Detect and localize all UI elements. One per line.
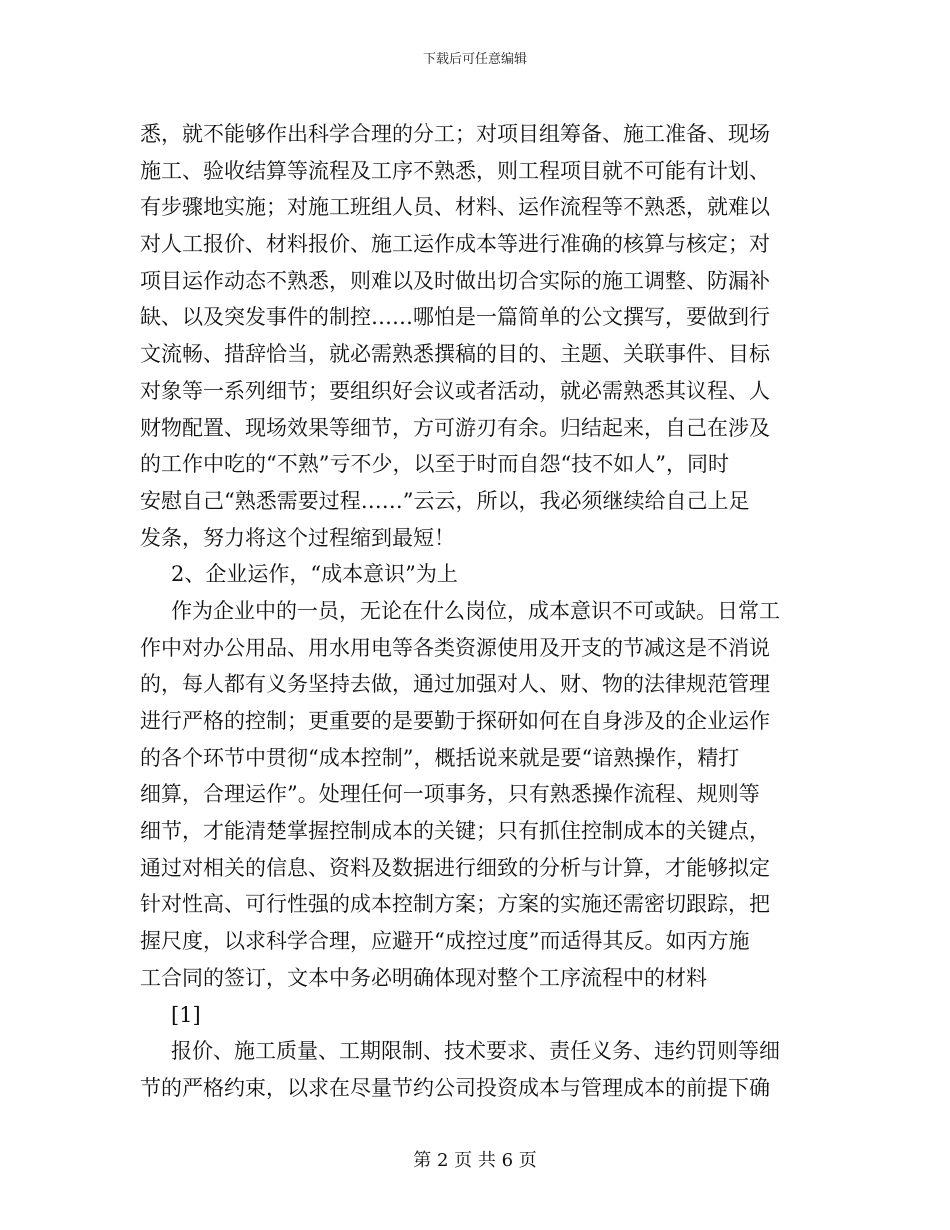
text-line: 节的严格约束，以求在尽量节约公司投资成本与管理成本的前提下确: [140, 1075, 770, 1100]
text-line: 施工、验收结算等流程及工序不熟悉，则工程项目就不可能有计划、: [140, 158, 770, 183]
text-line: 细节，才能清楚掌握控制成本的关键；只有抓住控制成本的关键点，: [140, 819, 770, 844]
text-line: 作中对办公用品、用水用电等各类资源使用及开支的节减这是不消说: [140, 635, 770, 660]
text-line: 通过对相关的信息、资料及数据进行细致的分析与计算，才能够拟定: [140, 855, 770, 880]
text-line: 悉，就不能够作出科学合理的分工；对项目组筹备、施工准备、现场: [140, 122, 770, 146]
text-line: 报价、施工质量、工期限制、技术要求、责任义务、违约罚则等细: [171, 1039, 780, 1064]
text-line: 项目运作动态不熟悉，则难以及时做出切合实际的施工调整、防漏补: [140, 268, 770, 293]
text-line: 针对性高、可行性强的成本控制方案；方案的实施还需密切跟踪，把: [140, 892, 770, 917]
text-line: 文流畅、措辞恰当，就必需熟悉撰稿的目的、主题、关联事件、目标: [140, 342, 770, 367]
section-heading: 2、企业运作，“成本意识”为上: [171, 562, 458, 587]
text-line: 握尺度，以求科学合理，应避开“成控过度”而适得其反。如丙方施: [140, 929, 750, 954]
text-line: 的各个环节中贯彻“成本控制”，概括说来就是要“谙熟操作，精打: [140, 745, 740, 770]
footnote-marker: [1]: [171, 1002, 201, 1027]
page-footer: 第 2 页 共 6 页: [413, 1150, 537, 1171]
text-line: 细算，合理运作”。处理任何一项事务，只有熟悉操作流程、规则等: [140, 782, 760, 807]
text-line: 的，每人都有义务坚持去做，通过加强对人、财、物的法律规范管理: [140, 672, 770, 697]
page-header: 下载后可任意编辑: [422, 52, 527, 67]
text-line: 财物配置、现场效果等细节，方可游刃有余。归结起来，自己在涉及: [140, 415, 770, 440]
text-line: 作为企业中的一员，无论在什么岗位，成本意识不可或缺。日常工: [171, 598, 780, 623]
text-line: 安慰自己“熟悉需要过程……”云云，所以，我必须继续给自己上足: [140, 488, 750, 513]
text-line: 发条，努力将这个过程缩到最短！: [140, 525, 455, 550]
text-line: 对象等一系列细节；要组织好会议或者活动，就必需熟悉其议程、人: [140, 378, 770, 403]
text-line: 的工作中吃的“不熟”亏不少，以至于时而自怨“技不如人”，同时: [140, 452, 729, 477]
text-line: 有步骤地实施；对施工班组人员、材料、运作流程等不熟悉，就难以: [140, 195, 770, 220]
text-line: 工合同的签订，文本中务必明确体现对整个工序流程中的材料: [140, 965, 707, 990]
text-line: 对人工报价、材料报价、施工运作成本等进行准确的核算与核定；对: [140, 232, 770, 257]
text-line: 缺、以及突发事件的制控……哪怕是一篇简单的公文撰写，要做到行: [140, 305, 770, 330]
body-text: [140, 116, 800, 1107]
text-line: 进行严格的控制；更重要的是要勤于探研如何在自身涉及的企业运作: [140, 709, 770, 733]
